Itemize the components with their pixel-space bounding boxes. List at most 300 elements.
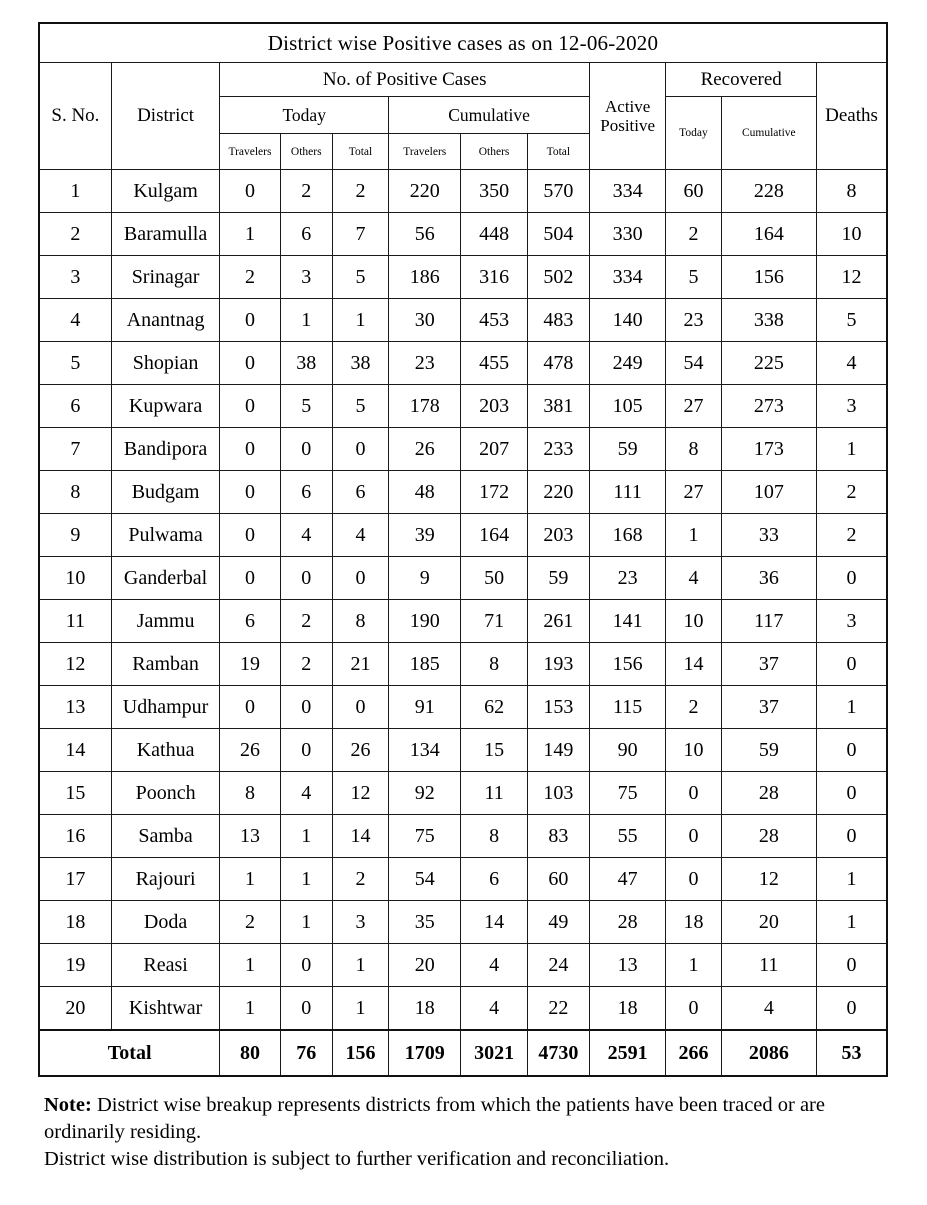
row-cumulative-total: 478 (527, 342, 589, 385)
total-label: Total (39, 1030, 220, 1076)
row-cumulative-total: 193 (527, 643, 589, 686)
table-row (39, 299, 887, 342)
header-active-positive-line1: Active (605, 96, 651, 116)
row-deaths: 8 (817, 170, 887, 213)
table-row (39, 514, 887, 557)
row-cumulative-total: 381 (527, 385, 589, 428)
row-active-positive: 334 (590, 256, 666, 299)
row-deaths: 0 (817, 557, 887, 600)
row-active-positive: 168 (590, 514, 666, 557)
row-active-positive: 249 (590, 342, 666, 385)
row-today-travelers: 0 (220, 514, 280, 557)
row-recovered-cumulative: 156 (721, 256, 816, 299)
row-cumulative-others: 453 (461, 299, 527, 342)
row-today-travelers: 19 (220, 643, 280, 686)
row-cumulative-total: 233 (527, 428, 589, 471)
row-cumulative-others: 316 (461, 256, 527, 299)
row-deaths: 4 (817, 342, 887, 385)
row-district: Reasi (111, 944, 220, 987)
header-positive-cases: No. of Positive Cases (220, 63, 590, 97)
page-title: District wise Positive cases as on 12-06-2020 (39, 23, 887, 63)
row-recovered-cumulative: 164 (721, 213, 816, 256)
row-recovered-today: 0 (666, 987, 721, 1031)
row-active-positive: 55 (590, 815, 666, 858)
row-cumulative-total: 261 (527, 600, 589, 643)
row-today-others: 0 (280, 729, 332, 772)
row-cumulative-travelers: 9 (389, 557, 461, 600)
row-recovered-today: 4 (666, 557, 721, 600)
row-today-travelers: 1 (220, 944, 280, 987)
table-row (39, 428, 887, 471)
row-today-total: 0 (332, 428, 388, 471)
row-sno: 13 (39, 686, 111, 729)
table-row (39, 858, 887, 901)
total-row (39, 1030, 887, 1076)
row-recovered-cumulative: 338 (721, 299, 816, 342)
table-row (39, 557, 887, 600)
row-sno: 5 (39, 342, 111, 385)
row-deaths: 10 (817, 213, 887, 256)
note-block (44, 1092, 896, 1173)
row-today-total: 1 (332, 987, 388, 1031)
row-cumulative-travelers: 186 (389, 256, 461, 299)
row-today-travelers: 0 (220, 471, 280, 514)
total-deaths: 53 (817, 1030, 887, 1076)
row-deaths: 0 (817, 944, 887, 987)
row-today-travelers: 0 (220, 557, 280, 600)
table-row (39, 944, 887, 987)
title-row (39, 23, 887, 63)
row-cumulative-total: 502 (527, 256, 589, 299)
row-today-total: 1 (332, 944, 388, 987)
row-today-others: 0 (280, 557, 332, 600)
row-cumulative-travelers: 35 (389, 901, 461, 944)
row-sno: 9 (39, 514, 111, 557)
row-recovered-today: 10 (666, 600, 721, 643)
table-body (39, 170, 887, 1031)
row-cumulative-travelers: 23 (389, 342, 461, 385)
table-row (39, 256, 887, 299)
row-cumulative-others: 172 (461, 471, 527, 514)
row-district: Doda (111, 901, 220, 944)
row-today-travelers: 0 (220, 428, 280, 471)
table-row (39, 901, 887, 944)
row-district: Kulgam (111, 170, 220, 213)
row-recovered-cumulative: 225 (721, 342, 816, 385)
row-cumulative-others: 14 (461, 901, 527, 944)
row-district: Kathua (111, 729, 220, 772)
header-today-travelers: Travelers (220, 134, 280, 170)
row-sno: 3 (39, 256, 111, 299)
row-recovered-today: 1 (666, 514, 721, 557)
row-deaths: 1 (817, 428, 887, 471)
row-active-positive: 23 (590, 557, 666, 600)
row-recovered-cumulative: 20 (721, 901, 816, 944)
total-today-travelers: 80 (220, 1030, 280, 1076)
table-header (39, 23, 887, 170)
row-district: Baramulla (111, 213, 220, 256)
row-today-total: 6 (332, 471, 388, 514)
row-sno: 7 (39, 428, 111, 471)
row-today-total: 26 (332, 729, 388, 772)
row-today-total: 14 (332, 815, 388, 858)
table-row (39, 686, 887, 729)
row-recovered-cumulative: 37 (721, 643, 816, 686)
row-cumulative-total: 149 (527, 729, 589, 772)
table-row (39, 342, 887, 385)
row-deaths: 1 (817, 858, 887, 901)
row-deaths: 2 (817, 471, 887, 514)
row-district: Kupwara (111, 385, 220, 428)
row-today-total: 8 (332, 600, 388, 643)
note-line-1: District wise breakup represents districts from which the patients have been traced or are ordinarily residing. (44, 1094, 825, 1144)
row-cumulative-travelers: 54 (389, 858, 461, 901)
row-cumulative-travelers: 56 (389, 213, 461, 256)
row-today-others: 1 (280, 901, 332, 944)
row-today-travelers: 0 (220, 342, 280, 385)
row-cumulative-others: 8 (461, 643, 527, 686)
row-cumulative-others: 203 (461, 385, 527, 428)
row-recovered-today: 10 (666, 729, 721, 772)
header-row-groups (39, 63, 887, 97)
row-cumulative-others: 4 (461, 987, 527, 1031)
row-cumulative-travelers: 48 (389, 471, 461, 514)
row-today-total: 0 (332, 686, 388, 729)
row-today-others: 1 (280, 858, 332, 901)
row-today-others: 3 (280, 256, 332, 299)
row-cumulative-total: 153 (527, 686, 589, 729)
row-cumulative-total: 103 (527, 772, 589, 815)
note-line-2: District wise distribution is subject to further verification and reconciliation. (44, 1148, 670, 1171)
table-row (39, 385, 887, 428)
row-district: Ganderbal (111, 557, 220, 600)
row-today-others: 1 (280, 815, 332, 858)
row-today-total: 21 (332, 643, 388, 686)
row-recovered-cumulative: 228 (721, 170, 816, 213)
row-recovered-cumulative: 28 (721, 772, 816, 815)
row-active-positive: 115 (590, 686, 666, 729)
row-district: Budgam (111, 471, 220, 514)
row-cumulative-travelers: 75 (389, 815, 461, 858)
row-today-travelers: 0 (220, 385, 280, 428)
row-recovered-cumulative: 117 (721, 600, 816, 643)
row-recovered-today: 8 (666, 428, 721, 471)
row-sno: 8 (39, 471, 111, 514)
row-today-travelers: 13 (220, 815, 280, 858)
row-cumulative-others: 8 (461, 815, 527, 858)
table-row (39, 815, 887, 858)
row-recovered-today: 2 (666, 686, 721, 729)
row-active-positive: 330 (590, 213, 666, 256)
row-recovered-cumulative: 28 (721, 815, 816, 858)
row-active-positive: 334 (590, 170, 666, 213)
table-row (39, 643, 887, 686)
row-recovered-today: 14 (666, 643, 721, 686)
row-sno: 17 (39, 858, 111, 901)
row-recovered-today: 18 (666, 901, 721, 944)
row-sno: 1 (39, 170, 111, 213)
row-sno: 6 (39, 385, 111, 428)
row-deaths: 3 (817, 600, 887, 643)
header-cumulative-total: Total (527, 134, 589, 170)
row-deaths: 5 (817, 299, 887, 342)
table-row (39, 600, 887, 643)
header-today-group: Today (220, 97, 389, 134)
row-today-total: 4 (332, 514, 388, 557)
total-recovered-cumulative: 2086 (721, 1030, 816, 1076)
row-recovered-today: 1 (666, 944, 721, 987)
row-cumulative-others: 6 (461, 858, 527, 901)
row-today-total: 2 (332, 170, 388, 213)
header-cumulative-group: Cumulative (389, 97, 590, 134)
row-sno: 14 (39, 729, 111, 772)
row-today-travelers: 1 (220, 858, 280, 901)
header-recovered-cumulative: Cumulative (721, 97, 816, 170)
row-cumulative-total: 24 (527, 944, 589, 987)
row-sno: 2 (39, 213, 111, 256)
row-today-others: 38 (280, 342, 332, 385)
row-recovered-cumulative: 12 (721, 858, 816, 901)
row-today-total: 2 (332, 858, 388, 901)
row-cumulative-travelers: 220 (389, 170, 461, 213)
row-recovered-today: 0 (666, 772, 721, 815)
row-today-total: 5 (332, 385, 388, 428)
table-row (39, 170, 887, 213)
row-sno: 20 (39, 987, 111, 1031)
row-recovered-today: 2 (666, 213, 721, 256)
row-today-travelers: 26 (220, 729, 280, 772)
row-district: Poonch (111, 772, 220, 815)
row-today-travelers: 0 (220, 170, 280, 213)
row-today-travelers: 8 (220, 772, 280, 815)
row-cumulative-others: 207 (461, 428, 527, 471)
row-cumulative-total: 49 (527, 901, 589, 944)
row-today-travelers: 2 (220, 901, 280, 944)
row-district: Srinagar (111, 256, 220, 299)
header-recovered-today: Today (666, 97, 721, 170)
row-deaths: 1 (817, 686, 887, 729)
row-cumulative-total: 22 (527, 987, 589, 1031)
row-cumulative-travelers: 190 (389, 600, 461, 643)
total-today-total: 156 (332, 1030, 388, 1076)
row-cumulative-travelers: 185 (389, 643, 461, 686)
row-cumulative-others: 350 (461, 170, 527, 213)
row-recovered-cumulative: 173 (721, 428, 816, 471)
row-today-others: 4 (280, 772, 332, 815)
row-cumulative-others: 11 (461, 772, 527, 815)
row-cumulative-others: 71 (461, 600, 527, 643)
row-today-others: 2 (280, 170, 332, 213)
row-today-travelers: 1 (220, 213, 280, 256)
row-sno: 19 (39, 944, 111, 987)
row-cumulative-total: 570 (527, 170, 589, 213)
row-today-travelers: 0 (220, 686, 280, 729)
row-cumulative-total: 60 (527, 858, 589, 901)
row-active-positive: 28 (590, 901, 666, 944)
total-cumulative-total: 4730 (527, 1030, 589, 1076)
row-today-others: 0 (280, 686, 332, 729)
header-sno: S. No. (39, 63, 111, 170)
row-district: Samba (111, 815, 220, 858)
row-cumulative-total: 83 (527, 815, 589, 858)
row-recovered-cumulative: 4 (721, 987, 816, 1031)
header-district: District (111, 63, 220, 170)
row-cumulative-travelers: 178 (389, 385, 461, 428)
row-recovered-cumulative: 36 (721, 557, 816, 600)
table-row (39, 471, 887, 514)
total-today-others: 76 (280, 1030, 332, 1076)
row-cumulative-others: 455 (461, 342, 527, 385)
row-recovered-today: 23 (666, 299, 721, 342)
row-active-positive: 47 (590, 858, 666, 901)
row-cumulative-travelers: 39 (389, 514, 461, 557)
row-today-others: 5 (280, 385, 332, 428)
header-active-positive-line2: Positive (600, 116, 656, 135)
row-recovered-today: 27 (666, 385, 721, 428)
row-today-total: 7 (332, 213, 388, 256)
row-deaths: 0 (817, 643, 887, 686)
district-cases-table (38, 22, 888, 1077)
table-row (39, 729, 887, 772)
row-active-positive: 141 (590, 600, 666, 643)
row-today-total: 1 (332, 299, 388, 342)
row-active-positive: 105 (590, 385, 666, 428)
row-active-positive: 140 (590, 299, 666, 342)
header-deaths: Deaths (817, 63, 887, 170)
row-recovered-cumulative: 59 (721, 729, 816, 772)
row-sno: 10 (39, 557, 111, 600)
row-today-others: 6 (280, 471, 332, 514)
row-today-travelers: 1 (220, 987, 280, 1031)
row-today-travelers: 2 (220, 256, 280, 299)
note-label: Note: (44, 1094, 92, 1116)
header-cumulative-travelers: Travelers (389, 134, 461, 170)
table-footer (39, 1030, 887, 1076)
row-cumulative-travelers: 91 (389, 686, 461, 729)
row-cumulative-others: 50 (461, 557, 527, 600)
row-today-others: 2 (280, 643, 332, 686)
row-cumulative-total: 483 (527, 299, 589, 342)
table-row (39, 987, 887, 1031)
row-sno: 18 (39, 901, 111, 944)
row-today-travelers: 6 (220, 600, 280, 643)
row-cumulative-total: 203 (527, 514, 589, 557)
row-active-positive: 111 (590, 471, 666, 514)
row-cumulative-travelers: 18 (389, 987, 461, 1031)
header-cumulative-others: Others (461, 134, 527, 170)
total-cumulative-travelers: 1709 (389, 1030, 461, 1076)
row-cumulative-others: 448 (461, 213, 527, 256)
row-today-others: 0 (280, 428, 332, 471)
header-active-positive (590, 63, 666, 170)
row-district: Ramban (111, 643, 220, 686)
row-today-others: 6 (280, 213, 332, 256)
row-today-others: 0 (280, 944, 332, 987)
row-deaths: 1 (817, 901, 887, 944)
row-cumulative-total: 220 (527, 471, 589, 514)
row-cumulative-travelers: 134 (389, 729, 461, 772)
row-today-others: 0 (280, 987, 332, 1031)
row-cumulative-others: 15 (461, 729, 527, 772)
header-today-others: Others (280, 134, 332, 170)
total-active-positive: 2591 (590, 1030, 666, 1076)
row-active-positive: 59 (590, 428, 666, 471)
row-today-travelers: 0 (220, 299, 280, 342)
row-recovered-cumulative: 273 (721, 385, 816, 428)
row-cumulative-travelers: 92 (389, 772, 461, 815)
row-district: Bandipora (111, 428, 220, 471)
table-row (39, 213, 887, 256)
row-district: Udhampur (111, 686, 220, 729)
row-sno: 11 (39, 600, 111, 643)
row-recovered-today: 54 (666, 342, 721, 385)
row-today-total: 5 (332, 256, 388, 299)
row-recovered-cumulative: 33 (721, 514, 816, 557)
row-sno: 16 (39, 815, 111, 858)
table-row (39, 772, 887, 815)
row-today-others: 4 (280, 514, 332, 557)
total-cumulative-others: 3021 (461, 1030, 527, 1076)
row-district: Rajouri (111, 858, 220, 901)
row-recovered-cumulative: 37 (721, 686, 816, 729)
row-sno: 15 (39, 772, 111, 815)
row-cumulative-others: 62 (461, 686, 527, 729)
row-sno: 4 (39, 299, 111, 342)
row-district: Pulwama (111, 514, 220, 557)
row-active-positive: 18 (590, 987, 666, 1031)
row-cumulative-total: 504 (527, 213, 589, 256)
row-recovered-cumulative: 11 (721, 944, 816, 987)
row-deaths: 0 (817, 815, 887, 858)
row-today-others: 2 (280, 600, 332, 643)
row-recovered-today: 0 (666, 815, 721, 858)
row-district: Kishtwar (111, 987, 220, 1031)
row-recovered-today: 5 (666, 256, 721, 299)
row-district: Jammu (111, 600, 220, 643)
row-cumulative-travelers: 26 (389, 428, 461, 471)
row-today-total: 3 (332, 901, 388, 944)
row-deaths: 2 (817, 514, 887, 557)
row-recovered-today: 27 (666, 471, 721, 514)
row-cumulative-travelers: 30 (389, 299, 461, 342)
row-recovered-today: 0 (666, 858, 721, 901)
row-district: Shopian (111, 342, 220, 385)
row-today-others: 1 (280, 299, 332, 342)
row-deaths: 0 (817, 772, 887, 815)
row-cumulative-travelers: 20 (389, 944, 461, 987)
row-cumulative-total: 59 (527, 557, 589, 600)
row-recovered-cumulative: 107 (721, 471, 816, 514)
row-today-total: 12 (332, 772, 388, 815)
row-recovered-today: 60 (666, 170, 721, 213)
row-today-total: 0 (332, 557, 388, 600)
row-deaths: 0 (817, 987, 887, 1031)
row-cumulative-others: 4 (461, 944, 527, 987)
row-today-total: 38 (332, 342, 388, 385)
row-district: Anantnag (111, 299, 220, 342)
row-active-positive: 75 (590, 772, 666, 815)
header-today-total: Total (332, 134, 388, 170)
total-recovered-today: 266 (666, 1030, 721, 1076)
row-deaths: 3 (817, 385, 887, 428)
row-sno: 12 (39, 643, 111, 686)
row-active-positive: 90 (590, 729, 666, 772)
row-cumulative-others: 164 (461, 514, 527, 557)
row-deaths: 12 (817, 256, 887, 299)
row-deaths: 0 (817, 729, 887, 772)
header-recovered: Recovered (666, 63, 817, 97)
row-active-positive: 13 (590, 944, 666, 987)
